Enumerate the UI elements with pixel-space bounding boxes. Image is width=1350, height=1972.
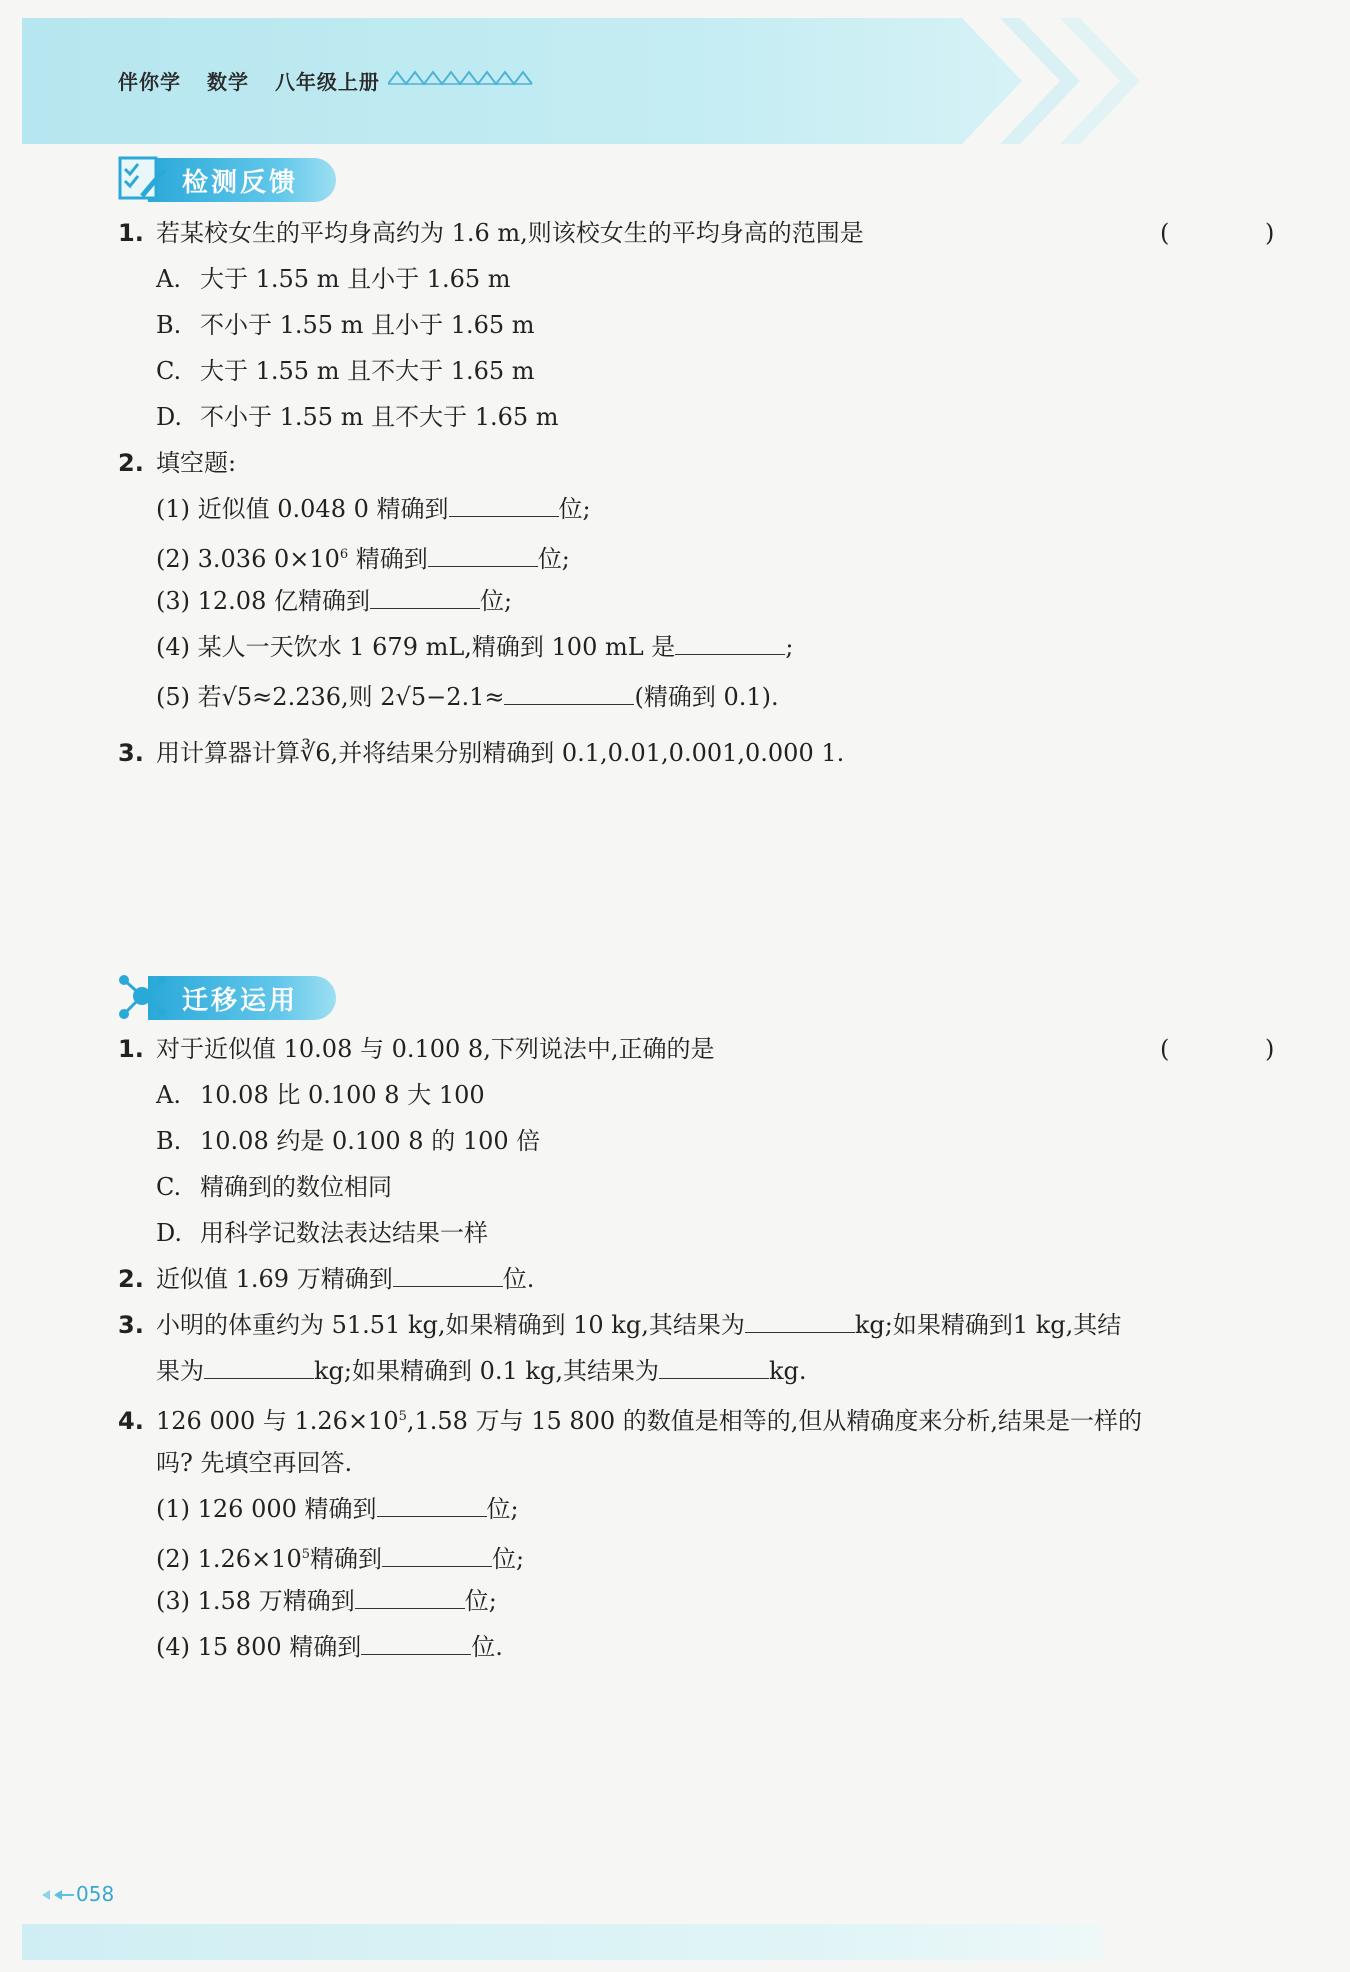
fill-item-1: (1) 126 000 精确到 位; bbox=[156, 1495, 519, 1523]
section-banner-transfer-application bbox=[118, 974, 336, 1022]
question-2: 2. 填空题: bbox=[118, 449, 237, 477]
option-d: D. 用科学记数法表达结果一样 bbox=[156, 1219, 488, 1247]
fill-item-4: (4) 15 800 精确到 位. bbox=[156, 1633, 503, 1661]
book-name: 伴你学 bbox=[118, 70, 181, 94]
answer-blank[interactable] bbox=[377, 1494, 487, 1517]
fill-item-1: (1) 近似值 0.048 0 精确到 位; bbox=[156, 495, 591, 523]
answer-blank[interactable] bbox=[382, 1544, 492, 1567]
fill-item-2: (2) 3.036 $0\times 10^6$ 精确到 位; bbox=[156, 545, 570, 573]
answer-blank[interactable] bbox=[659, 1356, 769, 1379]
fill-item-2: (2) $1.26\times 10^5$精确到 位; bbox=[156, 1545, 525, 1573]
question-text: 若某校女生的平均身高约为 1.6 m,则该校女生的平均身高的范围是 bbox=[156, 219, 864, 247]
answer-blank[interactable] bbox=[393, 1264, 503, 1287]
answer-blank[interactable] bbox=[355, 1586, 465, 1609]
option-c: C. 大于 1.55 m 且不大于 1.65 m bbox=[156, 357, 535, 385]
footer-band bbox=[22, 1924, 1102, 1960]
answer-blank[interactable] bbox=[745, 1310, 855, 1333]
answer-blank[interactable] bbox=[675, 632, 785, 655]
answer-blank[interactable] bbox=[504, 682, 634, 705]
section-banner-check-feedback bbox=[118, 156, 336, 204]
arrow-decoration-icon bbox=[42, 1888, 74, 1902]
fill-item-4: (4) 某人一天饮水 1 679 mL,精确到 100 mL 是 ; bbox=[156, 633, 794, 661]
question-4: 4. 126 000 与 $1.26\times 10^5,1.58$ 万与 15 800 的数值是相等的,但从精确度来分析,结果是一样的 bbox=[118, 1407, 1143, 1435]
question-2: 2. 近似值 1.69 万精确到 位. bbox=[118, 1265, 535, 1293]
question-3: 3. 小明的体重约为 51.51 kg,如果精确到 10 kg,其结果为 kg;如果精确到1 kg,其结 bbox=[118, 1311, 1122, 1339]
checklist-icon bbox=[116, 152, 168, 204]
question-number: 1. bbox=[118, 219, 144, 247]
option-b: B. 10.08 约是 0.100 8 的 100 倍 bbox=[156, 1127, 541, 1155]
question-4-continued: 吗? 先填空再回答. bbox=[156, 1449, 353, 1477]
section-title: 迁移运用 bbox=[148, 976, 336, 1020]
fill-item-3: (3) 1.58 万精确到 位; bbox=[156, 1587, 497, 1615]
answer-blank[interactable] bbox=[428, 544, 538, 567]
grade-name: 八年级上册 bbox=[274, 70, 380, 94]
question-3-continued: 果为 kg;如果精确到 0.1 kg,其结果为 kg. bbox=[156, 1357, 807, 1385]
subject-name: 数学 bbox=[206, 70, 249, 94]
zigzag-decoration-icon bbox=[388, 70, 533, 86]
answer-parentheses: ( ) bbox=[1160, 219, 1319, 247]
option-a: A. 10.08 比 0.100 8 大 100 bbox=[156, 1081, 485, 1109]
running-header bbox=[118, 66, 398, 95]
option-d: D. 不小于 1.55 m 且不大于 1.65 m bbox=[156, 403, 559, 431]
fill-item-5: (5) 若√5≈2.236,则 2√5−2.1≈ (精确到 0.1). bbox=[156, 683, 779, 711]
molecule-icon bbox=[116, 970, 168, 1022]
answer-blank[interactable] bbox=[449, 494, 559, 517]
question-3: 3. 用计算器计算∛6,并将结果分别精确到 0.1,0.01,0.001,0.000 1. bbox=[118, 739, 845, 767]
option-b: B. 不小于 1.55 m 且小于 1.65 m bbox=[156, 311, 535, 339]
answer-parentheses: ( ) bbox=[1160, 1035, 1319, 1063]
answer-blank[interactable] bbox=[361, 1632, 471, 1655]
page-number: 058 bbox=[76, 1882, 115, 1906]
option-c: C. 精确到的数位相同 bbox=[156, 1173, 392, 1201]
answer-blank[interactable] bbox=[204, 1356, 314, 1379]
question-1 bbox=[118, 216, 864, 250]
option-a: A. 大于 1.55 m 且小于 1.65 m bbox=[156, 265, 511, 293]
question-1: 1. 对于近似值 10.08 与 0.100 8,下列说法中,正确的是 bbox=[118, 1035, 715, 1063]
fill-item-3: (3) 12.08 亿精确到 位; bbox=[156, 587, 513, 615]
answer-blank[interactable] bbox=[370, 586, 480, 609]
section-title: 检测反馈 bbox=[148, 158, 336, 202]
